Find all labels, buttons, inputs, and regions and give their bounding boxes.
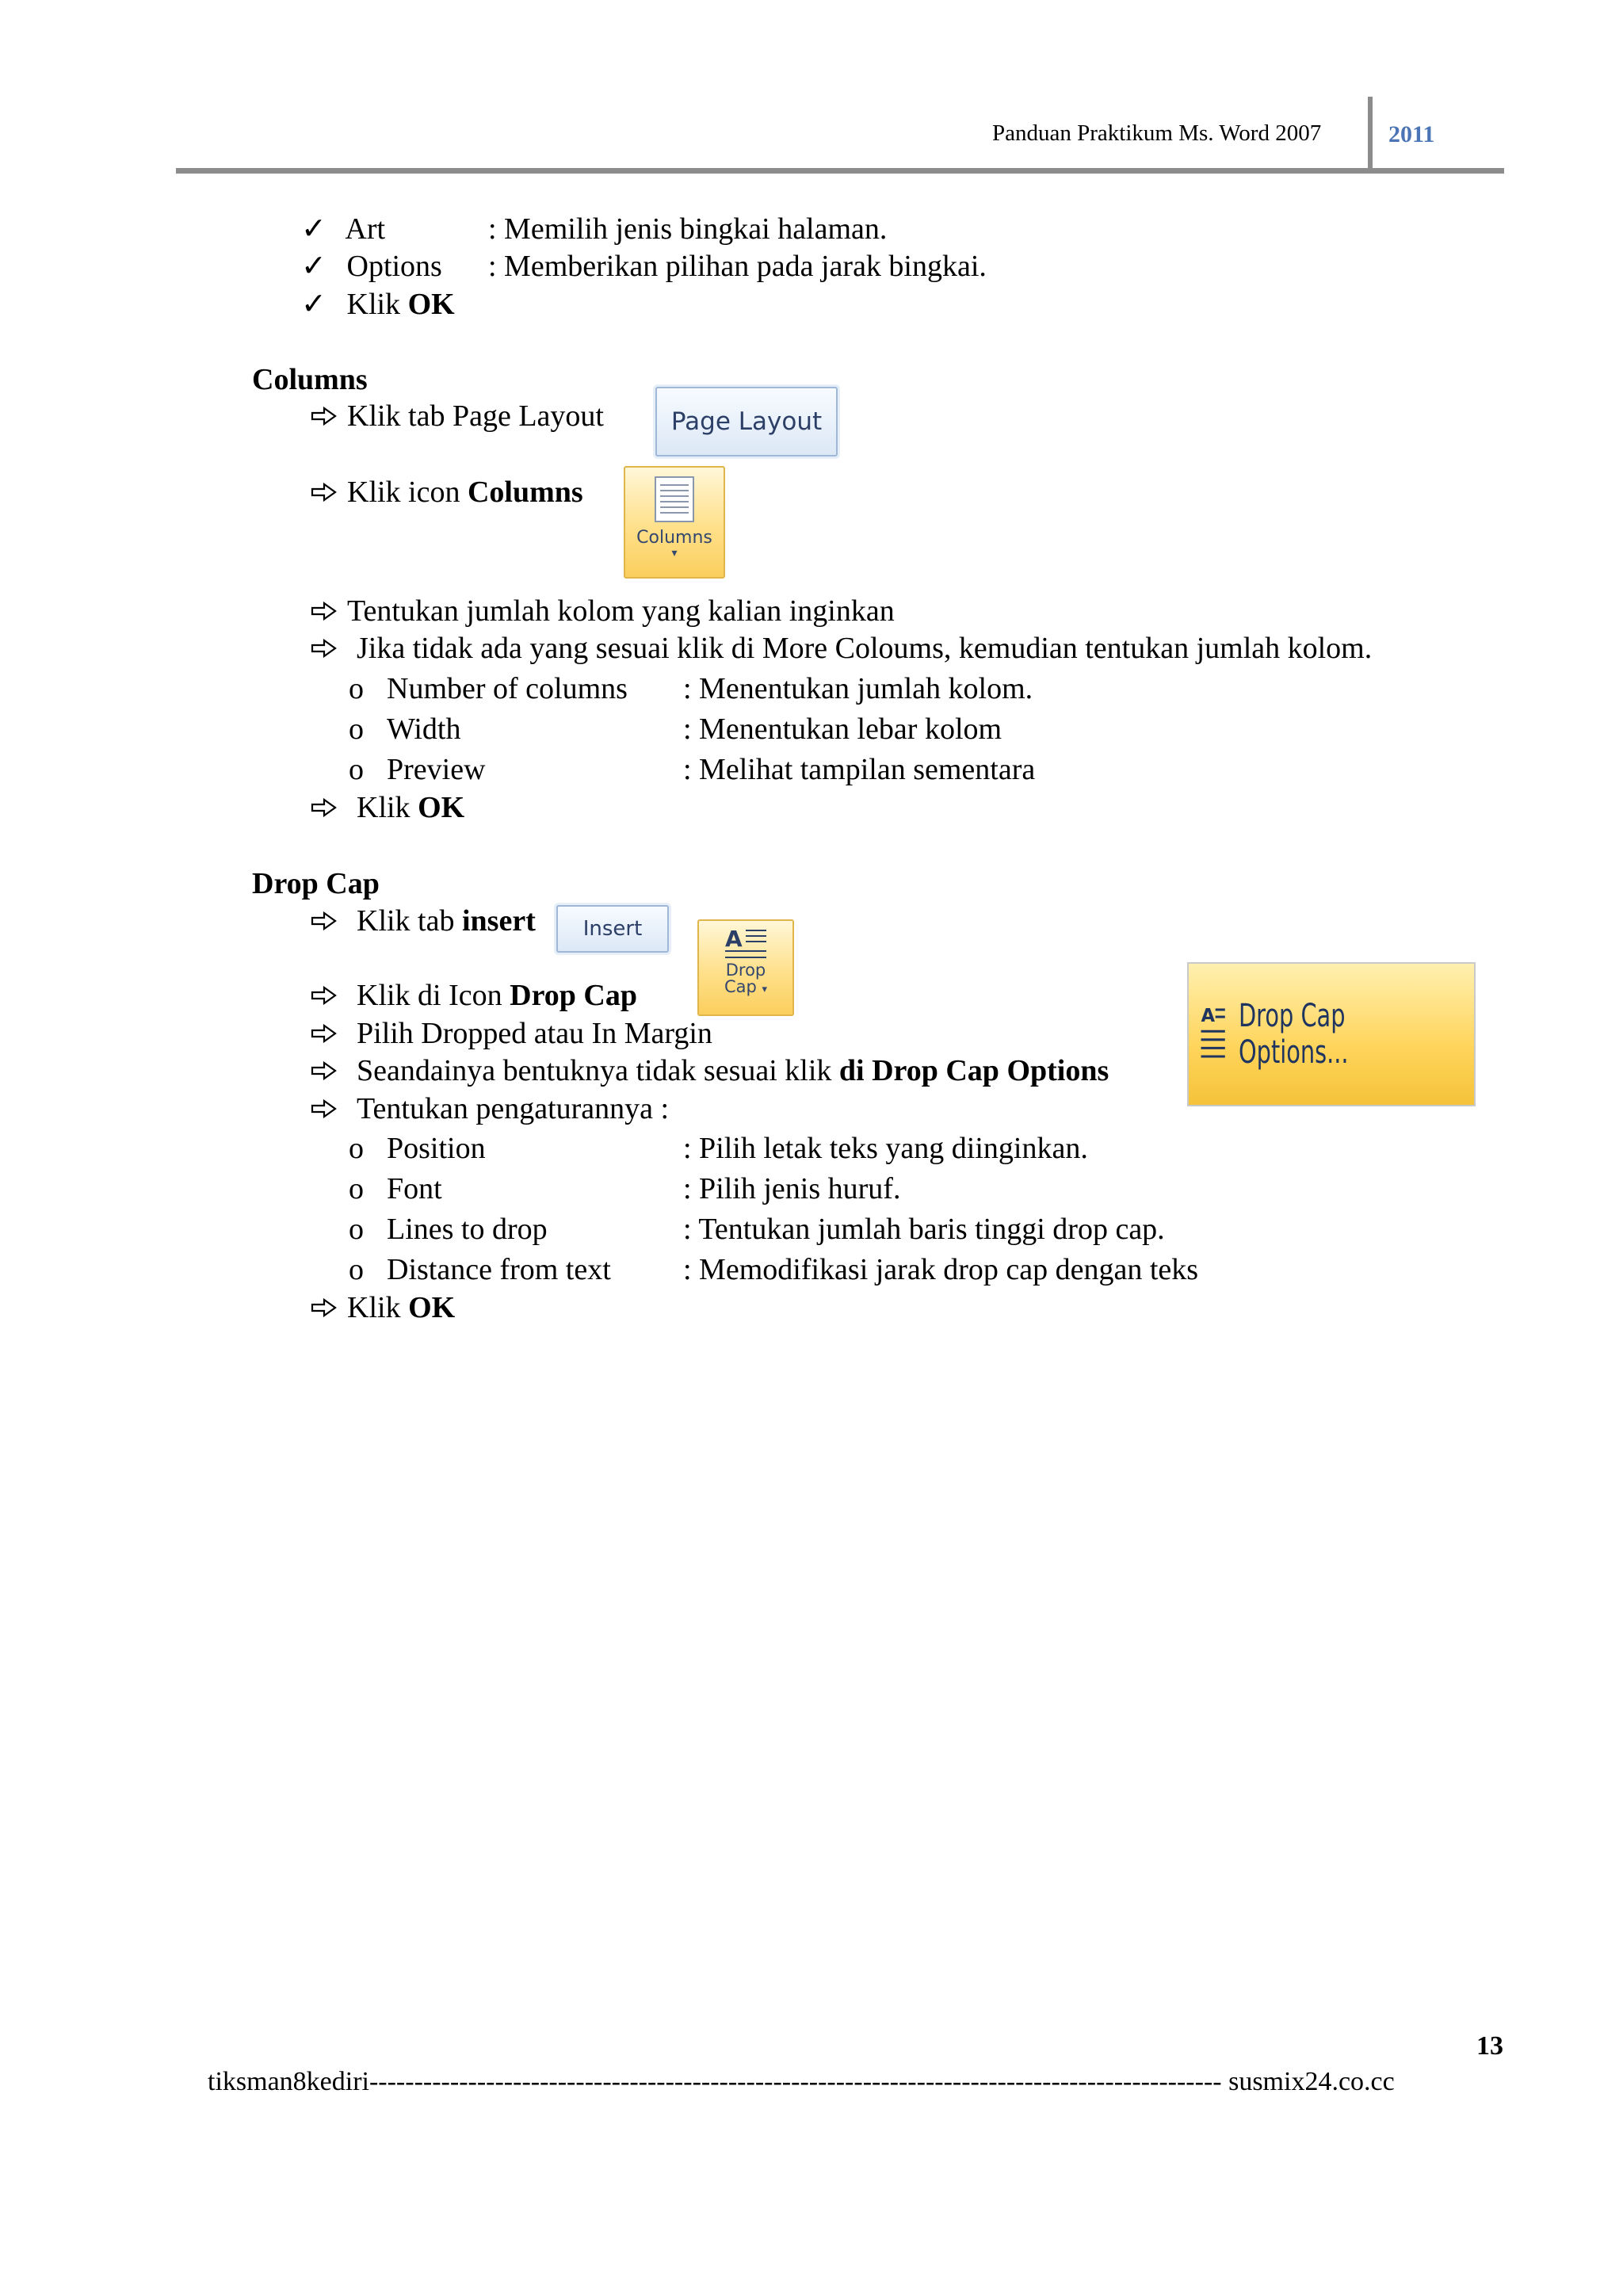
- list-item: o Preview: [349, 753, 486, 786]
- drop-cap-options-image: [1187, 962, 1476, 1106]
- term: Options: [346, 250, 442, 283]
- arrow-right-icon: [311, 985, 357, 1006]
- drop-cap-icon-label-2: Cap ▾: [724, 977, 768, 996]
- circle-bullet-icon: o: [349, 712, 364, 746]
- arrow-right-icon: [311, 601, 347, 621]
- circle-bullet-icon: o: [349, 1213, 364, 1246]
- step: Seandainya bentuknya tidak sesuai klik di Drop Cap Options: [311, 1056, 1109, 1086]
- circle-bullet-icon: o: [349, 1253, 364, 1286]
- desc: : Pilih jenis huruf.: [683, 1172, 901, 1205]
- arrow-right-icon: [311, 911, 357, 931]
- step: Jika tidak ada yang sesuai klik di More Coloums, kemudian tentukan jumlah kolom.: [311, 633, 1372, 663]
- step: Klik OK: [311, 793, 464, 823]
- drop-cap-icon-label-1: Drop: [725, 961, 766, 980]
- chevron-down-icon: ▾: [762, 984, 768, 995]
- arrow-right-icon: [311, 638, 357, 659]
- desc: : Memodifikasi jarak drop cap dengan teks: [683, 1253, 1199, 1286]
- list-item: o Distance from text: [349, 1253, 611, 1286]
- arrow-right-icon: [311, 1023, 357, 1044]
- drop-cap-icon-image: [697, 919, 794, 1016]
- section-heading-drop-cap: Drop Cap: [252, 867, 380, 900]
- list-item: ✓ Klik OK: [301, 288, 455, 321]
- footer-left: tiksman8kediri: [208, 2067, 369, 2096]
- list-item: [301, 214, 385, 244]
- list-item: o Position: [349, 1132, 486, 1165]
- arrow-right-icon: [311, 797, 357, 818]
- check-icon: ✓: [301, 288, 327, 321]
- svg-text:A: A: [1201, 1006, 1216, 1027]
- step: Klik tab insert: [311, 906, 536, 936]
- chevron-down-icon: ▾: [671, 547, 678, 560]
- desc: : Tentukan jumlah baris tinggi drop cap.: [683, 1213, 1165, 1246]
- footer-right: susmix24.co.cc: [1228, 2067, 1395, 2096]
- arrow-right-icon: [311, 1098, 357, 1119]
- desc: : Memberikan pilihan pada jarak bingkai.: [488, 250, 987, 283]
- section-heading-columns: Columns: [252, 363, 368, 396]
- desc: : Memilih jenis bingkai halaman.: [488, 212, 888, 246]
- step: Pilih Dropped atau In Margin: [311, 1018, 712, 1049]
- header-divider: [1368, 97, 1373, 170]
- drop-cap-options-icon: [1200, 991, 1226, 1078]
- page-layout-tab-image: Page Layout: [655, 387, 838, 457]
- circle-bullet-icon: o: [349, 753, 364, 786]
- arrow-right-icon: [311, 406, 347, 426]
- circle-bullet-icon: o: [349, 672, 364, 705]
- arrow-right-icon: [311, 1297, 347, 1318]
- arrow-right-icon: [311, 482, 347, 502]
- circle-bullet-icon: o: [349, 1172, 364, 1205]
- step: Klik icon Columns: [311, 477, 583, 507]
- header-title: Panduan Praktikum Ms. Word 2007: [992, 120, 1322, 146]
- page-number: 13: [1476, 2031, 1503, 2061]
- step: Klik tab Page Layout: [311, 401, 604, 431]
- columns-icon-image: [624, 466, 725, 579]
- desc: : Menentukan jumlah kolom.: [683, 672, 1033, 705]
- circle-bullet-icon: o: [349, 1132, 364, 1165]
- check-icon: ✓: [301, 212, 327, 246]
- step: Klik di Icon Drop Cap: [311, 980, 637, 1010]
- drop-cap-icon: [722, 926, 769, 962]
- footer-line: [208, 2069, 1395, 2095]
- list-item: o Number of columns: [349, 672, 628, 705]
- step: Tentukan jumlah kolom yang kalian inginkan: [311, 596, 895, 626]
- insert-tab-image: Insert: [556, 905, 669, 953]
- desc: : Melihat tampilan sementara: [683, 753, 1036, 786]
- list-item: [301, 251, 442, 281]
- header-rule: [176, 168, 1504, 174]
- check-icon: ✓: [301, 250, 327, 283]
- drop-cap-options-label: Drop Cap Options...: [1239, 998, 1349, 1071]
- arrow-right-icon: [311, 1060, 357, 1081]
- step: Tentukan pengaturannya :: [311, 1094, 669, 1124]
- footer-dashes: -----------------------------------------------------------------------------------------------: [369, 2067, 1222, 2096]
- columns-icon-label: Columns: [636, 528, 712, 548]
- desc: : Pilih letak teks yang diinginkan.: [683, 1132, 1088, 1165]
- svg-text:A: A: [725, 926, 743, 952]
- desc: : Menentukan lebar kolom: [683, 712, 1002, 746]
- list-item: o Lines to drop: [349, 1213, 548, 1246]
- term: Art: [345, 212, 386, 246]
- list-item: o Width: [349, 712, 461, 746]
- columns-icon: [649, 474, 700, 525]
- step: Klik OK: [311, 1293, 455, 1323]
- header-year: 2011: [1388, 121, 1435, 147]
- list-item: o Font: [349, 1172, 442, 1205]
